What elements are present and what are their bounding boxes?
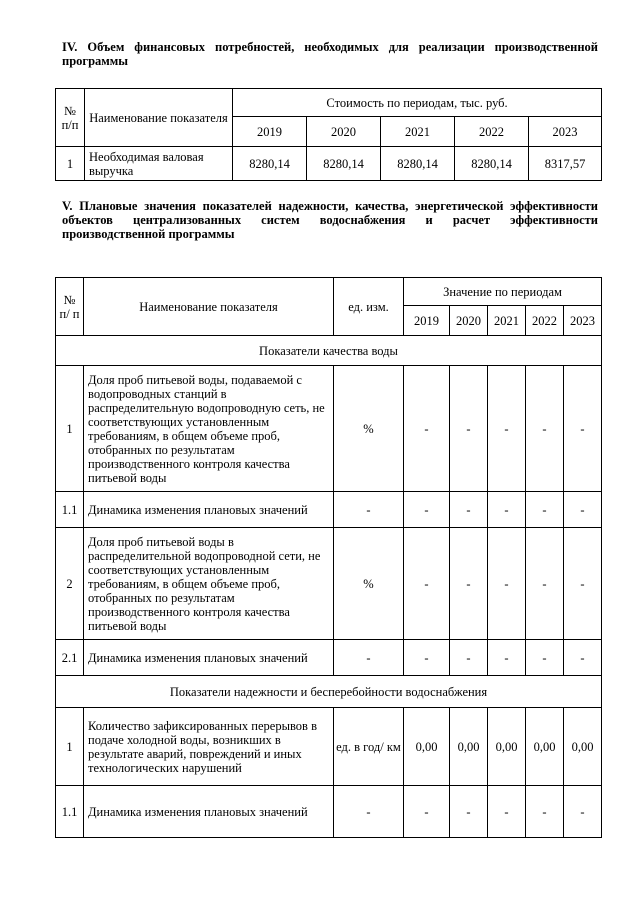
row-number: 2 [56, 528, 84, 640]
row-value: - [526, 640, 564, 676]
row-unit: % [334, 528, 404, 640]
row-value: - [564, 528, 602, 640]
row-value: 0,00 [564, 708, 602, 786]
table-row [56, 708, 602, 786]
col-header-unit: ед. изм. [334, 278, 404, 336]
col-header-number: № п/п [56, 89, 85, 147]
year-header: 2019 [404, 306, 450, 336]
row-value: 0,00 [488, 708, 526, 786]
year-header: 2021 [381, 117, 455, 147]
table-row [56, 786, 602, 838]
year-header: 2019 [233, 117, 307, 147]
row-number: 1.1 [56, 786, 84, 838]
table-row [56, 528, 602, 640]
row-value: - [488, 786, 526, 838]
row-value: - [450, 528, 488, 640]
row-value: - [404, 640, 450, 676]
row-value: - [526, 528, 564, 640]
row-number: 1.1 [56, 492, 84, 528]
row-name: Динамика изменения плановых значений [84, 492, 334, 528]
row-value: - [404, 492, 450, 528]
row-name: Необходимая валовая выручка [85, 147, 233, 181]
row-value: 8280,14 [233, 147, 307, 181]
group-title-water-quality: Показатели качества воды [56, 336, 602, 366]
table-row [56, 366, 602, 492]
row-value: - [404, 786, 450, 838]
table-row [56, 640, 602, 676]
table-row [56, 492, 602, 528]
year-header: 2023 [564, 306, 602, 336]
indicators-table [55, 277, 602, 838]
row-value: 0,00 [526, 708, 564, 786]
row-number: 1 [56, 147, 85, 181]
row-value: 8280,14 [455, 147, 529, 181]
row-value: - [564, 640, 602, 676]
year-header: 2022 [526, 306, 564, 336]
table-row [56, 147, 602, 181]
col-header-number: № п/ п [56, 278, 84, 336]
row-value: - [404, 366, 450, 492]
row-value: - [526, 492, 564, 528]
row-value: - [526, 366, 564, 492]
row-value: - [450, 492, 488, 528]
row-value: - [450, 786, 488, 838]
group-title-reliability: Показатели надежности и бесперебойности водоснабжения [56, 676, 602, 708]
row-value: 0,00 [450, 708, 488, 786]
year-header: 2020 [307, 117, 381, 147]
table-header-row [56, 278, 602, 306]
year-header: 2022 [455, 117, 529, 147]
row-unit: - [334, 640, 404, 676]
year-header: 2021 [488, 306, 526, 336]
group-row [56, 676, 602, 708]
year-header: 2023 [529, 117, 602, 147]
row-value: - [564, 492, 602, 528]
row-value: 8280,14 [307, 147, 381, 181]
row-unit: % [334, 366, 404, 492]
row-value: 8280,14 [381, 147, 455, 181]
row-name: Доля проб питьевой воды в распределительной водопроводной сети, не соответствующих установленным требованиям, в общем объеме проб, отобранных по результатам производственного контроля качества питьевой воды [84, 528, 334, 640]
row-unit: ед. в год/ км [334, 708, 404, 786]
row-value: - [488, 640, 526, 676]
row-unit: - [334, 786, 404, 838]
row-unit: - [334, 492, 404, 528]
col-header-name: Наименование показателя [85, 89, 233, 147]
financial-needs-table [55, 88, 602, 181]
row-name: Количество зафиксированных перерывов в подаче холодной воды, возникших в результате аварий, повреждений и иных технологических нарушений [84, 708, 334, 786]
row-value: - [488, 366, 526, 492]
year-header: 2020 [450, 306, 488, 336]
section-5-title: V. Плановые значения показателей надежности, качества, энергетической эффективности объектов централизованных систем водоснабжения и расчет эффективности производственной программы [62, 199, 598, 241]
row-value: 8317,57 [529, 147, 602, 181]
row-value: - [450, 640, 488, 676]
row-value: - [488, 528, 526, 640]
row-name: Динамика изменения плановых значений [84, 786, 334, 838]
row-value: 0,00 [404, 708, 450, 786]
col-header-periods: Значение по периодам [404, 278, 602, 306]
col-header-cost: Стоимость по периодам, тыс. руб. [233, 89, 602, 117]
row-number: 1 [56, 708, 84, 786]
group-row [56, 336, 602, 366]
row-number: 2.1 [56, 640, 84, 676]
row-value: - [488, 492, 526, 528]
row-number: 1 [56, 366, 84, 492]
row-value: - [564, 366, 602, 492]
row-value: - [404, 528, 450, 640]
col-header-name: Наименование показателя [84, 278, 334, 336]
row-name: Динамика изменения плановых значений [84, 640, 334, 676]
row-value: - [564, 786, 602, 838]
row-name: Доля проб питьевой воды, подаваемой с водопроводных станций в распределительную водопроводную сеть, не соответствующих установленным требованиям, в общем объеме проб, отобранных по результатам производственного контроля качества питьевой воды [84, 366, 334, 492]
section-4-title: IV. Объем финансовых потребностей, необходимых для реализации производственной программы [62, 40, 598, 68]
row-value: - [450, 366, 488, 492]
row-value: - [526, 786, 564, 838]
table-header-row [56, 89, 602, 117]
